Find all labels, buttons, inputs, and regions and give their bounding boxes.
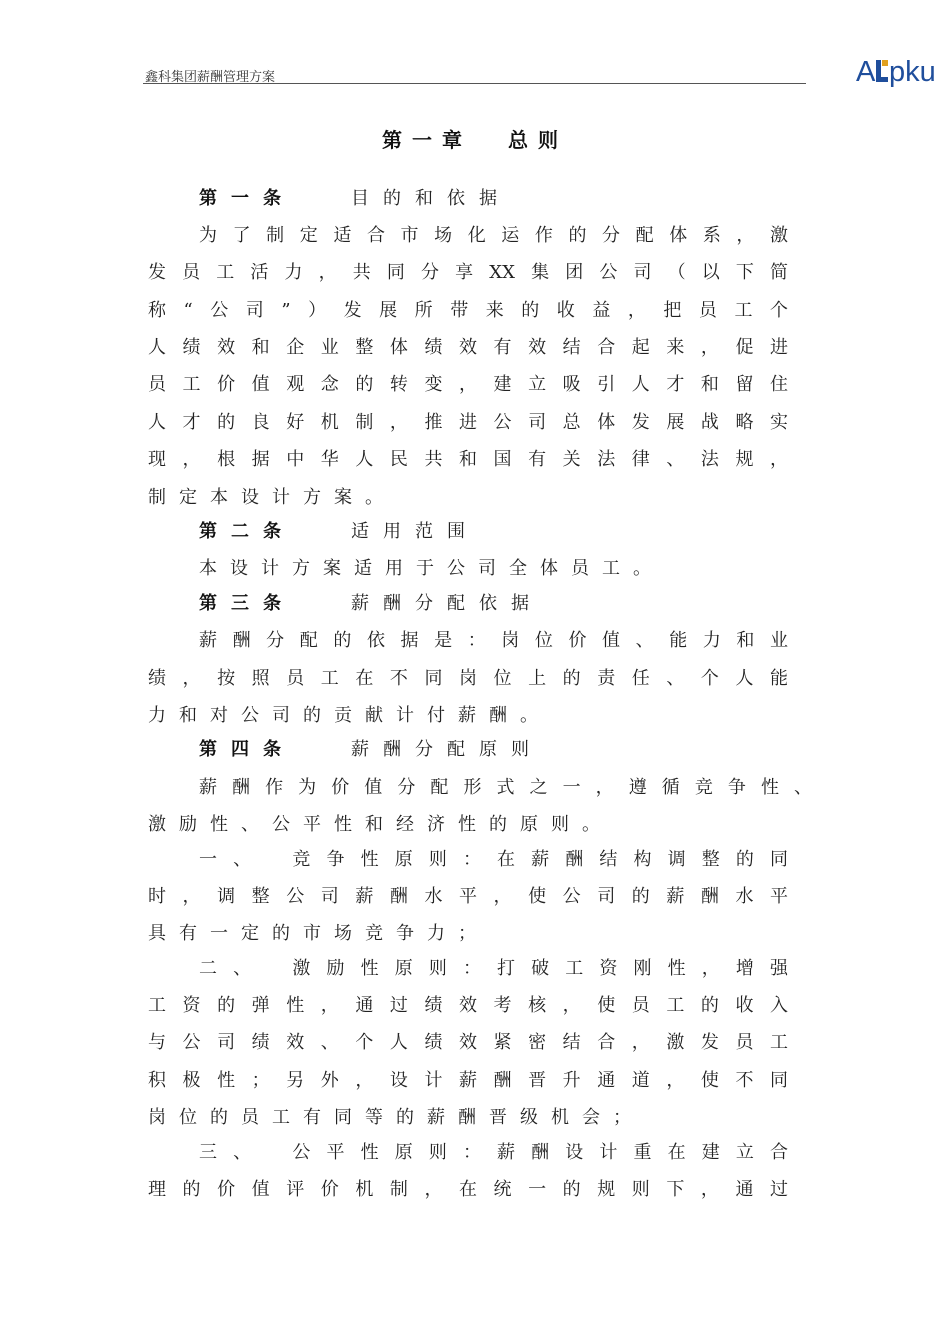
chapter-number: 第一章 [382, 128, 472, 152]
chapter-heading [0, 124, 950, 153]
paragraph-line: 人才的良好机制，推进公司总体发展战略实 [148, 412, 788, 433]
paragraph-line: 力和对公司的贡献计付薪酬。 [148, 705, 551, 726]
paragraph-line: 积极性；另外，设计薪酬晋升通道，使不同 [148, 1070, 788, 1091]
paragraph-line: 薪酬分配的依据是：岗位价值、能力和业 [199, 630, 788, 651]
paragraph-line: 称“公司”）发展所带来的收益，把员工个 [148, 300, 788, 321]
logo-bar-foot [881, 77, 888, 82]
article-title: 薪酬分配依据 [351, 593, 543, 614]
logo-letters-pku: pku [889, 56, 936, 88]
paragraph-line: 绩，按照员工在不同岗位上的责任、个人能 [148, 668, 788, 689]
header-divider [143, 83, 806, 84]
chapter-title: 总则 [508, 128, 568, 152]
paragraph-line: 为了制定适合市场化运作的分配体系，激 [199, 225, 788, 246]
paragraph-line: 人绩效和企业整体绩效有效结合起来，促进 [148, 337, 788, 358]
article-heading [199, 737, 543, 763]
article-heading [199, 519, 479, 545]
paragraph-line: 薪酬作为价值分配形式之一，遵循竞争性、 [199, 777, 812, 798]
paragraph-line: 具有一定的市场竞争力； [148, 923, 489, 944]
article-number: 第一条 [199, 188, 295, 209]
article-number: 第四条 [199, 739, 295, 760]
article-title: 适用范围 [351, 521, 479, 542]
article-number: 第三条 [199, 593, 295, 614]
paragraph-line: 与公司绩效、个人绩效紧密结合，激发员工 [148, 1032, 788, 1053]
article-heading [199, 186, 511, 212]
paragraph-line: 本设计方案适用于公司全体员工。 [199, 558, 664, 579]
company-logo [856, 54, 950, 90]
article-title: 薪酬分配原则 [351, 739, 543, 760]
logo-dot [882, 60, 888, 66]
logo-letter-a: A [856, 56, 876, 88]
paragraph-line: 一、 竞争性原则：在薪酬结构调整的同 [199, 849, 788, 870]
paragraph-line: 员工价值观念的转变，建立吸引人才和留住 [148, 374, 788, 395]
article-heading [199, 591, 543, 617]
paragraph-line: 时，调整公司薪酬水平，使公司的薪酬水平 [148, 886, 788, 907]
paragraph-line: 现，根据中华人民共和国有关法律、法规， [148, 449, 788, 470]
paragraph-line: 激励性、公平性和经济性的原则。 [148, 814, 613, 835]
paragraph-line: 二、 激励性原则：打破工资刚性，增强 [199, 958, 788, 979]
paragraph-line: 发员工活力，共同分享XX集团公司（以下简 [148, 262, 788, 283]
paragraph-line: 制定本设计方案。 [148, 487, 396, 508]
logo-bar [876, 60, 881, 82]
article-number: 第二条 [199, 521, 295, 542]
paragraph-line: 工资的弹性，通过绩效考核，使员工的收入 [148, 995, 788, 1016]
document-title: 鑫科集团薪酬管理方案 [145, 70, 276, 85]
article-title: 目的和依据 [351, 188, 511, 209]
paragraph-line: 岗位的员工有同等的薪酬晋级机会； [148, 1107, 644, 1128]
paragraph-line: 理的价值评价机制，在统一的规则下，通过 [148, 1179, 788, 1200]
paragraph-line: 三、 公平性原则：薪酬设计重在建立合 [199, 1142, 788, 1163]
